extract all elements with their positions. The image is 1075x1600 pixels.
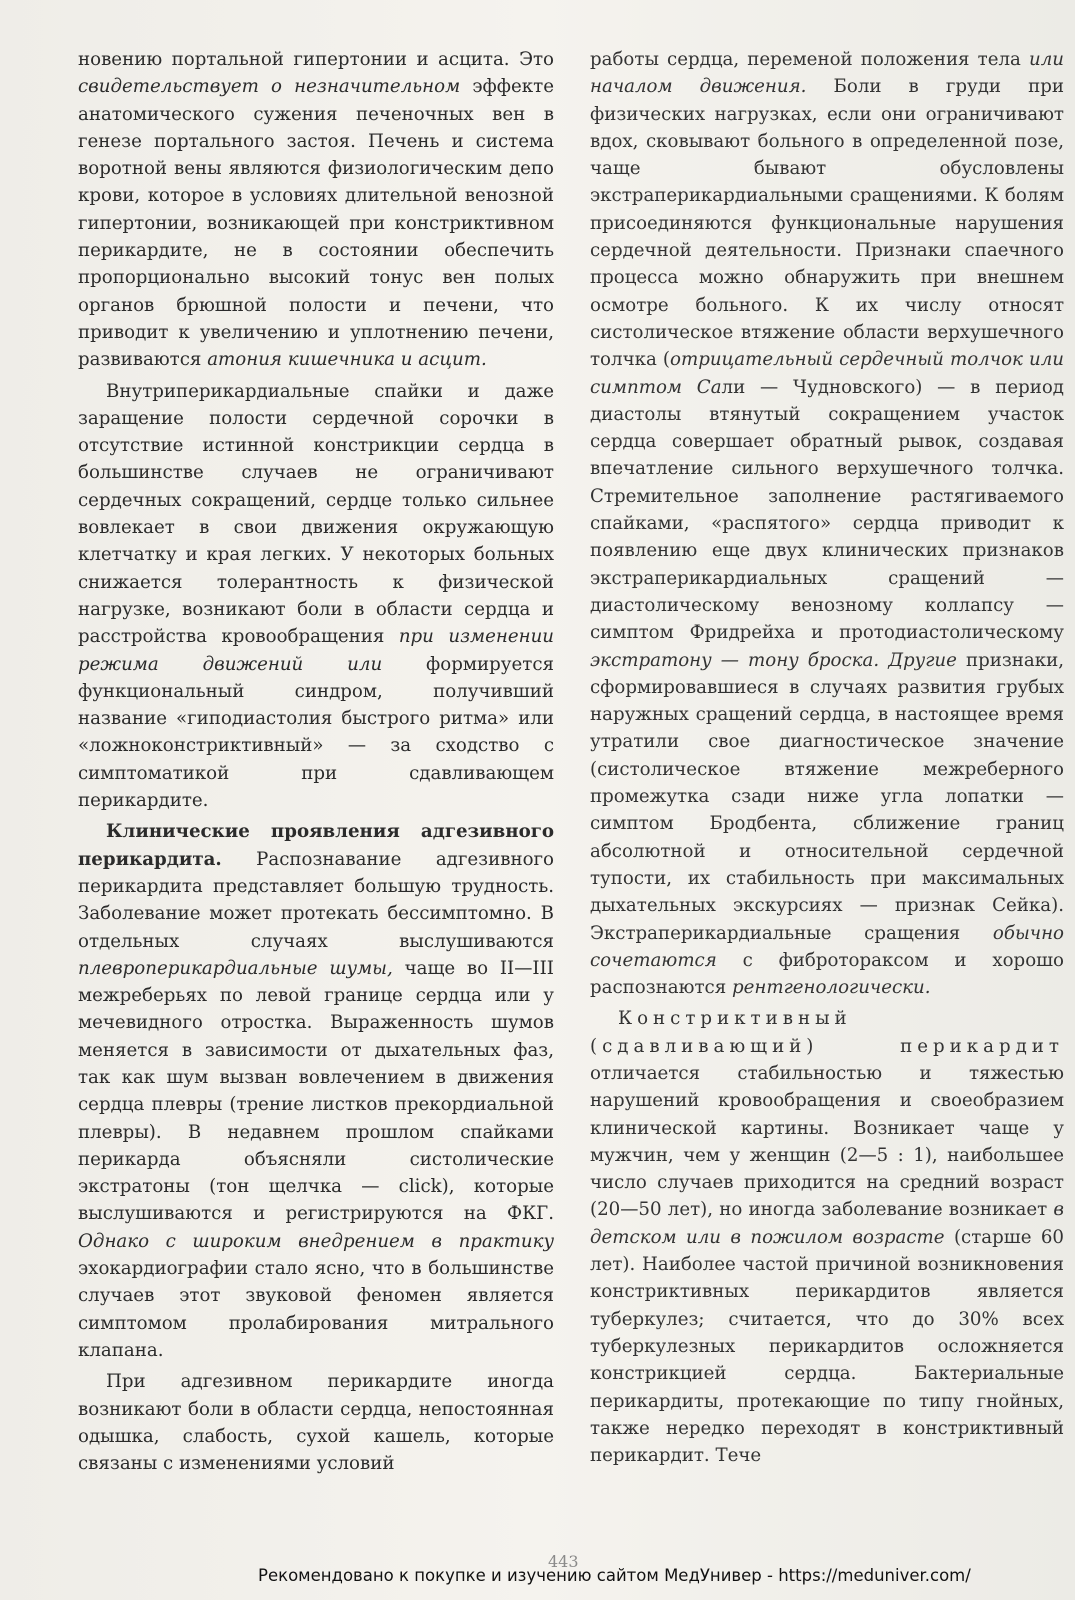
term-heading: Констриктивный (сдавливающий) перикардит [590,1008,1064,1057]
page-number: 443 [548,1552,579,1571]
paragraph: Клинические проявления адгезивного перикардита. Распознавание адгезивного перикардита представляет большую трудность. Заболевание может протекать бессимптомно. В отдельных случаях выслушиваются плевроперикардиальные шумы, чаще во II—III межреберьях по левой границе сердца или у мечевидного отростка. Выраженность шумов меняется в зависимости от дыхательных фаз, так как шум вызван вовлечением в движения сердца плевры (трение листков прекордиальной плевры). В недавнем прошлом спайками перикарда объясняли систолические экстратоны (тон щелчка — click), которые выслушиваются и регистрируются на ФКГ. Однако с широким внедрением в практику эхокардиографии стало ясно, что в большинстве случаев этот звуковой феномен является симптомом пролабирования митрального клапана. [78,821,554,1361]
section-heading: Клинические проявления адгезивного перикардита. [78,821,554,870]
footer-recommendation: Рекомендовано к покупке и изучению сайтом МедУнивер - https://meduniver.com/ [258,1566,971,1585]
left-column [78,46,554,1477]
paragraph: Констриктивный (сдавливающий) перикардит отличается стабильностью и тяжестью нарушений кровообращения и своеобразием клинической картины. Возникает чаще у мужчин, чем у женщин (2—5 : 1), наибольшее число случаев приходится на средний возраст (20—50 лет), но иногда заболевание возникает в детском или в пожилом возрасте (старше 60 лет). Наиболее частой причиной возникновения констриктивных перикардитов является туберкулез; считается, что до 30% всех туберкулезных перикардитов осложняется констрикцией сердца. Бактериальные перикардиты, протекающие по типу гнойных, также нередко переходят в констриктивный перикардит. Тече [590,1008,1064,1467]
right-column [590,46,1064,1469]
paragraph: новению портальной гипертонии и асцита. Это свидетельствует о незначительном эффекте анатомического сужения печеночных вен в генезе портального застоя. Печень и система воротной вены являются физиологическим депо крови, которое в условиях длительной венозной гипертонии, возникающей при констриктивном перикардите, не в состоянии обеспечить пропорционально высокий тонус вен полых органов брюшной полости и печени, что приводит к увеличению и уплотнению печени, развиваются атония кишечника и асцит. [78,49,554,371]
paragraph: Внутриперикардиальные спайки и даже заращение полости сердечной сорочки в отсутствие истинной констрикции сердца в большинстве случаев не ограничивают сердечных сокращений, сердце только сильнее вовлекает в свои движения окружающую клетчатку и края легких. У некоторых больных снижается толерантность к физической нагрузке, возникают боли в области сердца и расстройства кровообращения при изменении режима движений или формируется функциональный синдром, получивший название «гиподиастолия быстрого ритма» или «ложноконстриктивный» — за сходство с симптоматикой при сдавливающем перикардите. [78,380,554,812]
paragraph: При адгезивном перикардите иногда возникают боли в области сердца, непостоянная одышка, слабость, сухой кашель, которые связаны с изменениями условий [78,1371,554,1475]
paragraph: работы сердца, переменой положения тела или началом движения. Боли в груди при физических нагрузках, если они ограничивают вдох, сковывают больного в определенной позе, чаще бывают обусловлены экстраперикардиальными сращениями. К болям присоединяются функциональные нарушения сердечной деятельности. Признаки спаечного процесса можно обнаружить при внешнем осмотре больного. К их числу относят систолическое втяжение области верхушечного толчка (отрицательный сердечный толчок или симптом Сали — Чудновского) — в период диастолы втянутый сокращением участок сердца совершает обратный рывок, создавая впечатление сильного верхушечного толчка. Стремительное заполнение растягиваемого спайками, «распятого» сердца приводит к появлению еще двух клинических признаков экстраперикардиальных сращений — диастолическому венозному коллапсу — симптом Фридрейха и протодиастолическому экстратону — тону броска. Другие признаки, сформировавшиеся в случаях развития грубых наружных сращений сердца, в настоящее время утратили свое диагностическое значение (систолическое втяжение межреберного промежутка сзади ниже угла лопатки — симптом Бродбента, сближение границ абсолютной и относительной сердечной тупости, их стабильность при максимальных дыхательных экскурсиях — признак Сейка). Экстраперикардиальные сращения обычно сочетаются с фиброторакcом и хорошо распознаются рентгенологически. [590,49,1065,999]
